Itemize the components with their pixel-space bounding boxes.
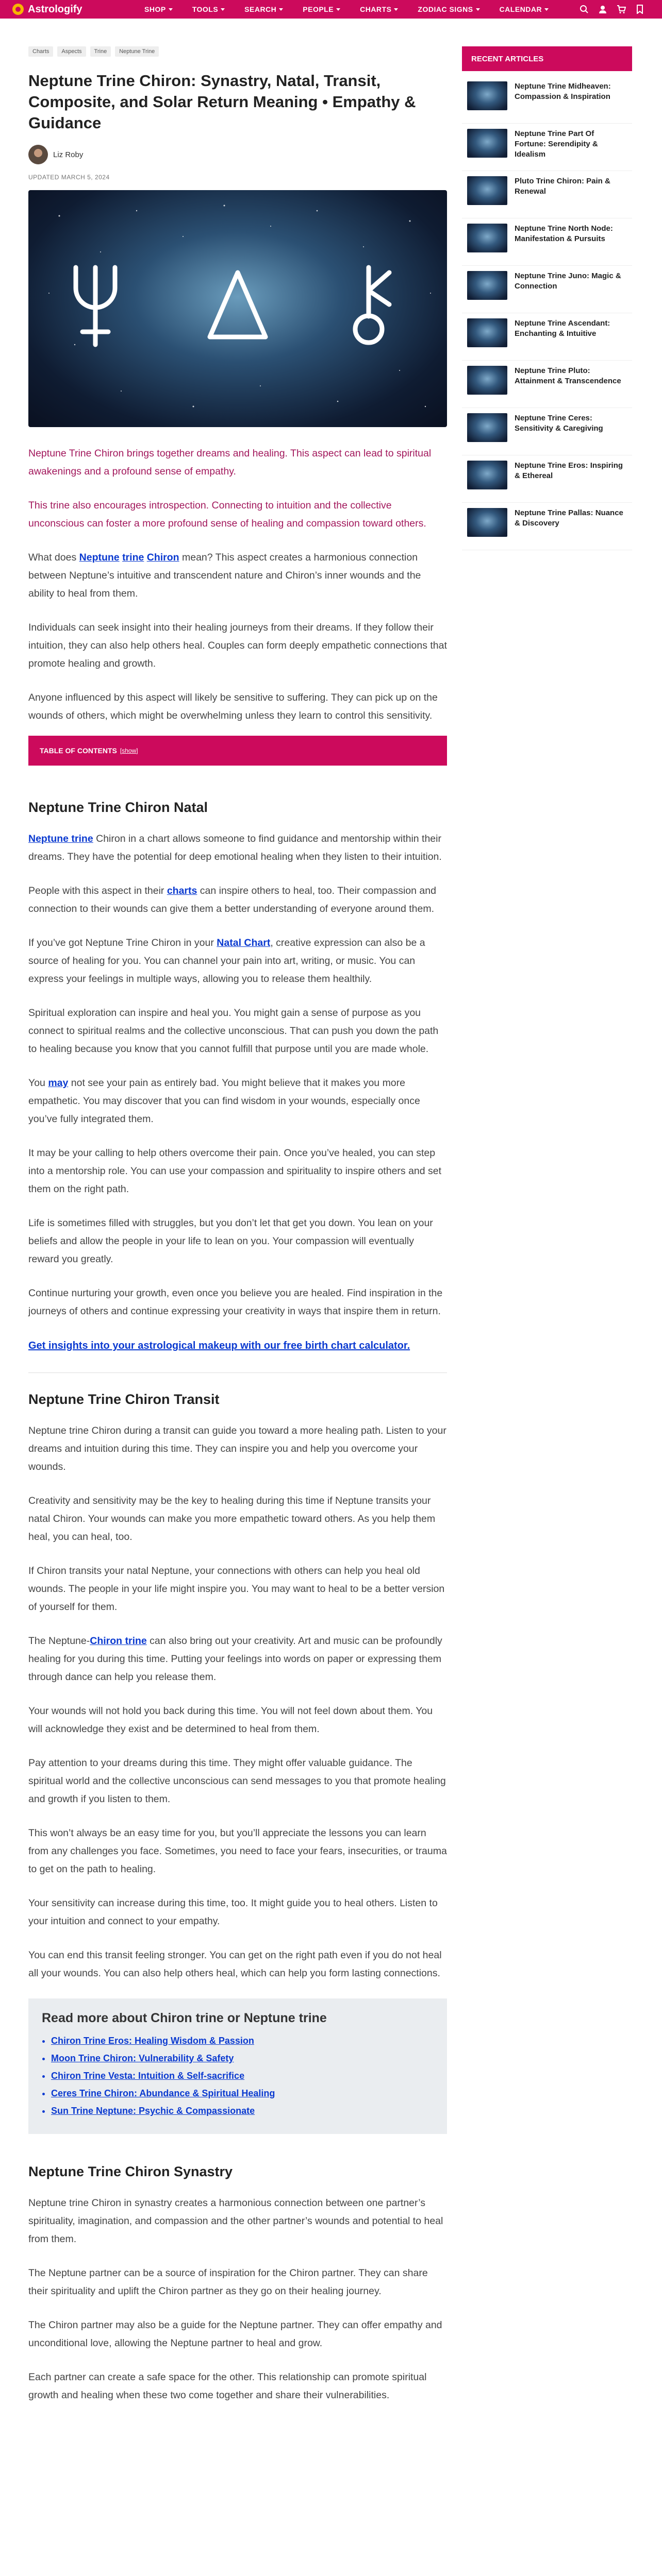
nav-item-calendar[interactable]: CALENDAR	[500, 5, 549, 13]
synastry-paragraph-3: The Chiron partner may also be a guide for the Neptune partner. They can offer empathy and unconditional love, allowing the Neptune partner to heal and grow.	[28, 2319, 442, 2349]
recent-article[interactable]	[462, 171, 632, 218]
read-more-box	[28, 1998, 447, 2134]
recent-article[interactable]	[462, 361, 632, 408]
chevron-down-icon	[336, 8, 340, 11]
link-may[interactable]: may	[48, 1077, 69, 1089]
hero-image	[28, 190, 447, 427]
birth-chart-calculator-link[interactable]: Get insights into your astrological makeup with our free birth chart calculator.	[28, 1340, 410, 1351]
table-of-contents[interactable]: TABLE OF CONTENTS [show]	[28, 736, 447, 766]
chevron-down-icon	[394, 8, 398, 11]
nav-item-zodiac-signs[interactable]: ZODIAC SIGNS	[418, 5, 479, 13]
tag-aspects[interactable]: Aspects	[57, 46, 86, 57]
read-more-link[interactable]: Ceres Trine Chiron: Abundance & Spiritual Healing	[51, 2088, 275, 2098]
section-heading-transit: Neptune Trine Chiron Transit	[28, 1392, 220, 1407]
read-more-link[interactable]: Moon Trine Chiron: Vulnerability & Safety	[51, 2053, 234, 2063]
intro-paragraph-4: Individuals can seek insight into their healing journeys from their dreams. If they follow their intuition, they can also help others heal. Couples can form deeply empathetic connections that promote healing and growth.	[28, 622, 447, 669]
article-thumbnail[interactable]	[467, 176, 507, 205]
article-thumbnail[interactable]	[467, 81, 507, 110]
link-chiron[interactable]: Chiron	[146, 552, 179, 563]
chevron-down-icon	[279, 8, 283, 11]
recent-article[interactable]	[462, 455, 632, 503]
link-charts[interactable]: charts	[167, 885, 197, 896]
transit-paragraph-8: Your sensitivity can increase during this time, too. It might guide you to heal others. Listen to your intuition and connect to your empathy.	[28, 1897, 438, 1927]
article-thumbnail[interactable]	[467, 318, 507, 347]
article-title[interactable]: Neptune Trine Part Of Fortune: Serendipity & Idealism	[515, 129, 598, 159]
recent-article[interactable]	[462, 503, 632, 550]
recent-article[interactable]	[462, 313, 632, 361]
cart-icon[interactable]	[617, 5, 626, 14]
chevron-down-icon	[221, 8, 225, 11]
recent-article[interactable]	[462, 408, 632, 455]
section-divider	[28, 1372, 447, 1373]
nav-item-shop[interactable]: SHOP	[144, 5, 173, 13]
tag-trine[interactable]: Trine	[90, 46, 111, 57]
intro-paragraph-2: This trine also encourages introspection. Connecting to intuition and the collective unconscious can foster a more profound sense of healing and compassion toward others.	[28, 500, 426, 529]
author-byline	[28, 145, 447, 164]
intro-paragraph-3: What does Neptune trine Chiron mean? This aspect creates a harmonious connection between Neptune’s intuitive and transcendent nature and Chiron’s inner wounds and the ability to heal from them.	[28, 552, 421, 599]
trine-glyph-icon	[210, 273, 266, 337]
recent-article[interactable]	[462, 266, 632, 313]
article-title[interactable]: Neptune Trine Ascendant: Enchanting & Intuitive	[515, 319, 610, 338]
nav-item-charts[interactable]: CHARTS	[360, 5, 398, 13]
natal-paragraph-8: Continue nurturing your growth, even once you believe you are healed. Find inspiration in the journeys of others and continue expressing your creativity in ways that inspire them in return.	[28, 1287, 443, 1317]
sidebar	[462, 46, 632, 550]
natal-paragraph-3: If you’ve got Neptune Trine Chiron in your Natal Chart, creative expression can also be a source of healing for you. You can channel your pain into art, writing, or music. You can express your feelings in multiple ways, allowing you to release them healthily.	[28, 937, 425, 985]
transit-paragraph-1: Neptune trine Chiron during a transit can guide you toward a more healing path. Listen to your dreams and intuition during this time. They can inspire you and help you overcome your wounds.	[28, 1425, 446, 1472]
transit-paragraph-2: Creativity and sensitivity may be the key to healing during this time if Neptune transits your natal Chiron. Your wounds can make you more empathetic toward others. As you help them heal, you can heal, too.	[28, 1495, 436, 1543]
list-item	[51, 2067, 425, 2084]
read-more-list	[51, 2032, 425, 2120]
article-thumbnail[interactable]	[467, 413, 507, 442]
intro-paragraph-5: Anyone influenced by this aspect will likely be sensitive to suffering. They can pick up on the wounds of others, which might be overwhelming unless they learn to control this sensitivity.	[28, 692, 438, 721]
chevron-down-icon	[544, 8, 549, 11]
read-more-link[interactable]: Chiron Trine Eros: Healing Wisdom & Passion	[51, 2036, 254, 2046]
natal-paragraph-1: Neptune trine Chiron in a chart allows someone to find guidance and mentorship within their dreams. They have the potential for deep emotional healing when they listen to their intuition.	[28, 833, 442, 862]
list-item	[51, 2032, 425, 2049]
tag-neptune-trine[interactable]: Neptune Trine	[115, 46, 159, 57]
link-neptune[interactable]: Neptune	[79, 552, 120, 563]
recent-article[interactable]	[462, 218, 632, 266]
natal-paragraph-4: Spiritual exploration can inspire and heal you. You might gain a sense of purpose as you connect to spiritual realms and the collective unconscious. That can push you down the path to healing because you know that you cannot fulfill that purpose until you are made whole.	[28, 1007, 439, 1055]
recent-articles-heading: RECENT ARTICLES	[462, 46, 632, 71]
section-heading-synastry: Neptune Trine Chiron Synastry	[28, 2164, 233, 2179]
tag-charts[interactable]: Charts	[28, 46, 53, 57]
list-item	[51, 2049, 425, 2067]
toc-show-toggle[interactable]: show	[122, 747, 137, 754]
main-nav	[144, 5, 568, 13]
article-title[interactable]: Neptune Trine Ceres: Sensitivity & Caregiving	[515, 414, 603, 433]
nav-item-tools[interactable]: TOOLS	[192, 5, 225, 13]
neptune-glyph-icon	[76, 267, 115, 345]
chiron-glyph-icon	[355, 267, 389, 343]
synastry-paragraph-4: Each partner can create a safe space for the other. This relationship can promote spiritual growth and healing when these two come together and share their vulnerabilities.	[28, 2371, 427, 2401]
bookmark-icon[interactable]	[635, 5, 644, 14]
link-natal-chart[interactable]: Natal Chart	[217, 937, 271, 948]
article	[28, 46, 447, 2420]
avatar	[28, 145, 48, 164]
link-neptune-trine[interactable]: Neptune trine	[28, 833, 93, 844]
synastry-paragraph-2: The Neptune partner can be a source of inspiration for the Chiron partner. They can share their spirituality and uplift the Chiron partner as they go on their healing journey.	[28, 2267, 428, 2297]
birth-chart-cta	[28, 1336, 447, 1355]
article-thumbnail[interactable]	[467, 271, 507, 300]
transit-paragraph-6: Pay attention to your dreams during this time. They might offer valuable guidance. The spiritual world and the collective unconscious can send messages to you that promote healing and growth if you listen to them.	[28, 1757, 446, 1805]
user-icon[interactable]	[598, 5, 607, 14]
chevron-down-icon	[476, 8, 480, 11]
article-thumbnail[interactable]	[467, 508, 507, 537]
site-logo[interactable]	[12, 4, 115, 15]
natal-paragraph-5: You may not see your pain as entirely bad. You might believe that it makes you more empathetic. You may discover that you can find wisdom in your wounds, especially once you’ve fully integrated them.	[28, 1077, 420, 1125]
read-more-link[interactable]: Chiron Trine Vesta: Intuition & Self-sacrifice	[51, 2071, 245, 2081]
author-name[interactable]: Liz Roby	[53, 150, 84, 159]
search-icon[interactable]	[580, 5, 589, 14]
logo-text: Astrologify	[28, 3, 82, 15]
header-icons	[570, 5, 644, 14]
article-thumbnail[interactable]	[467, 366, 507, 395]
natal-paragraph-7: Life is sometimes filled with struggles, but you don’t let that get you down. You lean on your beliefs and allow the people in your life to lean on you. Your compassion will eventually reward you greatly.	[28, 1217, 433, 1265]
article-title[interactable]: Neptune Trine Midheaven: Compassion & Inspiration	[515, 82, 611, 101]
natal-paragraph-6: It may be your calling to help others overcome their pain. Once you’ve healed, you can step into a mentorship role. You can use your compassion and spirituality to inspire others and set them on the right path.	[28, 1147, 442, 1195]
list-item	[51, 2102, 425, 2120]
article-title[interactable]: Neptune Trine Juno: Magic & Connection	[515, 272, 621, 291]
synastry-paragraph-1: Neptune trine Chiron in synastry creates a harmonious connection between one partner’s spirituality, imagination, and compassion and the other partner’s wounds and potential to heal from them.	[28, 2197, 443, 2245]
hero-illustration	[28, 190, 447, 427]
intro-paragraph-1: Neptune Trine Chiron brings together dreams and healing. This aspect can lead to spiritual awakenings and a profound sense of empathy.	[28, 448, 432, 477]
transit-paragraph-5: Your wounds will not hold you back during this time. You will not feel down about them. You will acknowledge they exist and be determined to heal from them.	[28, 1705, 433, 1735]
link-trine[interactable]: trine	[122, 552, 144, 563]
article-thumbnail[interactable]	[467, 224, 507, 252]
read-more-link[interactable]: Sun Trine Neptune: Psychic & Compassionate	[51, 2106, 255, 2116]
chevron-down-icon	[169, 8, 173, 11]
recent-article[interactable]	[462, 76, 632, 124]
nav-item-people[interactable]: PEOPLE	[303, 5, 340, 13]
top-navigation-bar	[0, 0, 662, 19]
transit-paragraph-3: If Chiron transits your natal Neptune, your connections with others can help you heal old wounds. The people in your life might inspire you. You may want to heal to be a better version of yourself for them.	[28, 1565, 445, 1613]
article-title[interactable]: Neptune Trine Pluto: Attainment & Transcendence	[515, 366, 621, 385]
article-title[interactable]: Neptune Trine North Node: Manifestation & Pursuits	[515, 224, 613, 243]
article-thumbnail[interactable]	[467, 129, 507, 158]
logo-mark-icon	[12, 4, 24, 15]
breadcrumb-tags	[28, 46, 447, 57]
updated-date: UPDATED MARCH 5, 2024	[28, 174, 110, 181]
recent-article[interactable]	[462, 124, 632, 171]
article-title[interactable]: Neptune Trine Eros: Inspiring & Ethereal	[515, 461, 623, 480]
nav-item-search[interactable]: SEARCH	[244, 5, 283, 13]
list-item	[51, 2084, 425, 2102]
section-heading-natal: Neptune Trine Chiron Natal	[28, 800, 208, 815]
article-title[interactable]: Neptune Trine Pallas: Nuance & Discovery	[515, 509, 623, 528]
article-thumbnail[interactable]	[467, 461, 507, 489]
article-title[interactable]: Pluto Trine Chiron: Pain & Renewal	[515, 177, 610, 196]
page-title: Neptune Trine Chiron: Synastry, Natal, Transit, Composite, and Solar Return Meaning • Empathy & Guidance	[28, 72, 416, 132]
transit-paragraph-4: The Neptune-Chiron trine can also bring out your creativity. Art and music can be profoundly healing for you during this time. Putting your feelings into words on paper or expressing them through dance can help you release them.	[28, 1635, 442, 1683]
link-chiron-trine[interactable]: Chiron trine	[90, 1635, 147, 1647]
read-more-heading: Read more about Chiron trine or Neptune trine	[42, 2011, 327, 2025]
natal-paragraph-2: People with this aspect in their charts can inspire others to heal, too. Their compassion and connection to their wounds can give them a better understanding of everyone around them.	[28, 885, 436, 914]
transit-paragraph-9: You can end this transit feeling stronger. You can get on the right path even if you do not heal all your wounds. You can also help others heal, which can help you form lasting connections.	[28, 1950, 442, 1979]
transit-paragraph-7: This won’t always be an easy time for you, but you’ll appreciate the lessons you can learn from any challenges you face. Sometimes, you need to face your fears, insecurities, or trauma to get on the path to healing.	[28, 1827, 447, 1875]
